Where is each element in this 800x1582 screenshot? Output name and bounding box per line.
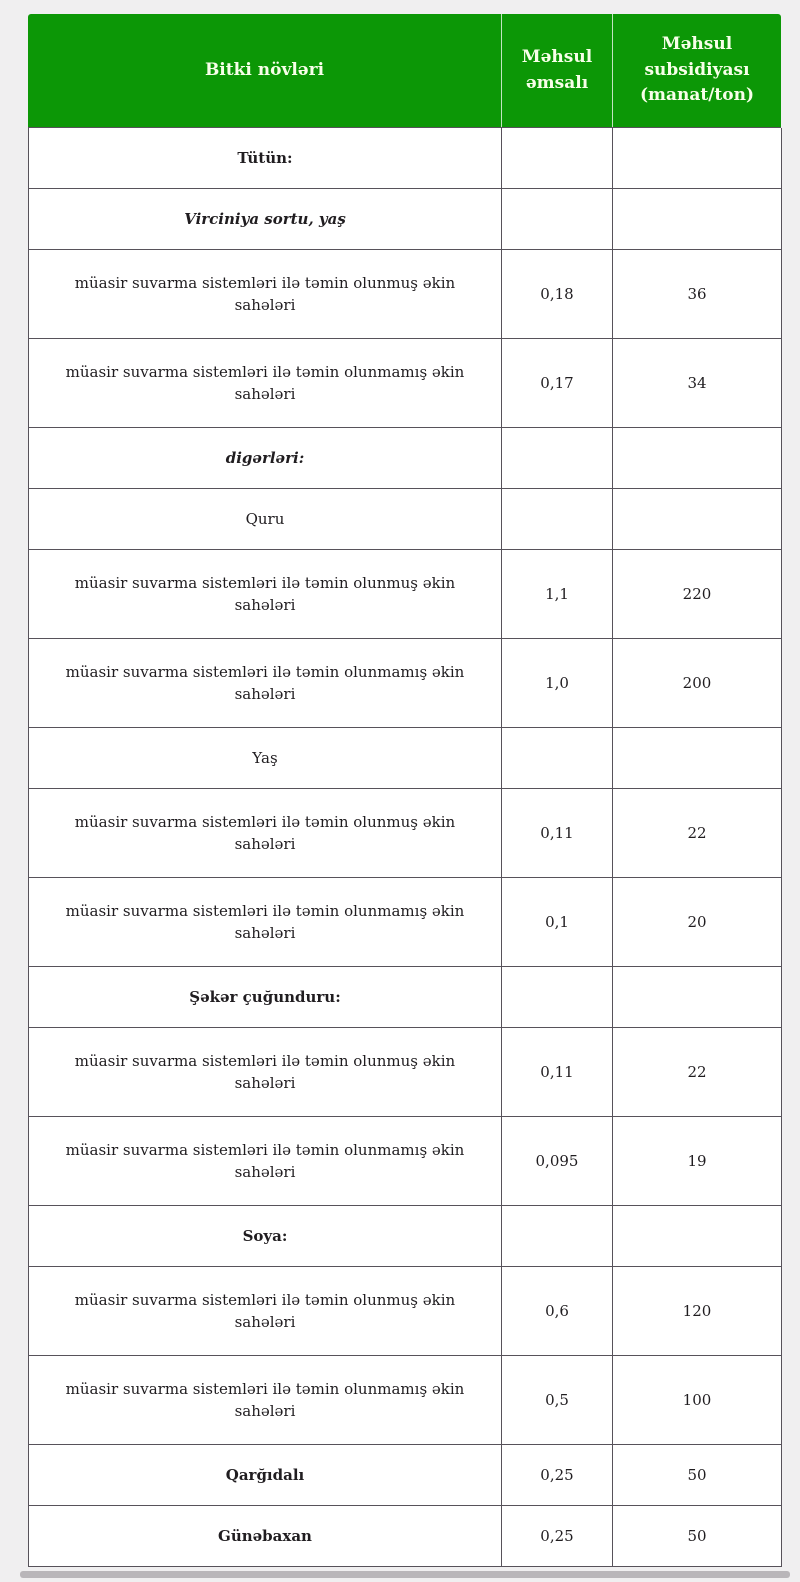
cell-coefficient: 0,17 (502, 339, 613, 428)
cell-coefficient: 0,6 (502, 1267, 613, 1356)
table-row (29, 550, 781, 639)
table-row (29, 128, 781, 189)
cell-subsidy (613, 189, 782, 250)
table-row (29, 1445, 781, 1506)
table-row (29, 728, 781, 789)
cell-coefficient: 0,11 (502, 1028, 613, 1117)
cell-label: digərləri: (29, 428, 502, 489)
bottom-divider (20, 1571, 790, 1578)
table-row (29, 1117, 781, 1206)
cell-coefficient: 0,25 (502, 1506, 613, 1567)
cell-label: müasir suvarma sistemləri ilə təmin olunmamış əkin sahələri (29, 1356, 502, 1445)
cell-coefficient: 1,0 (502, 639, 613, 728)
cell-subsidy: 50 (613, 1445, 782, 1506)
cell-label: müasir suvarma sistemləri ilə təmin olunmuş əkin sahələri (29, 550, 502, 639)
cell-label: müasir suvarma sistemləri ilə təmin olunmamış əkin sahələri (29, 878, 502, 967)
cell-coefficient (502, 189, 613, 250)
cell-subsidy: 100 (613, 1356, 782, 1445)
table-body (28, 127, 781, 1567)
cell-coefficient: 0,095 (502, 1117, 613, 1206)
table-row (29, 878, 781, 967)
cell-label: Günəbaxan (29, 1506, 502, 1567)
table-row (29, 250, 781, 339)
cell-subsidy: 50 (613, 1506, 782, 1567)
cell-label: Virciniya sortu, yaş (29, 189, 502, 250)
cell-subsidy (613, 728, 782, 789)
cell-label: müasir suvarma sistemləri ilə təmin olunmamış əkin sahələri (29, 339, 502, 428)
cell-subsidy: 20 (613, 878, 782, 967)
cell-subsidy: 200 (613, 639, 782, 728)
cell-coefficient: 1,1 (502, 550, 613, 639)
cell-subsidy (613, 489, 782, 550)
header-cell-plant-types: Bitki növləri (204, 59, 325, 80)
cell-coefficient: 0,5 (502, 1356, 613, 1445)
cell-coefficient (502, 1206, 613, 1267)
table-row (29, 1267, 781, 1356)
cell-coefficient (502, 967, 613, 1028)
cell-subsidy: 19 (613, 1117, 782, 1206)
cell-label: Şəkər çuğunduru: (29, 967, 502, 1028)
cell-label: müasir suvarma sistemləri ilə təmin olunmuş əkin sahələri (29, 789, 502, 878)
table-row (29, 967, 781, 1028)
table-row (29, 339, 781, 428)
table-row (29, 1356, 781, 1445)
cell-coefficient (502, 728, 613, 789)
cell-coefficient: 0,25 (502, 1445, 613, 1506)
cell-label: müasir suvarma sistemləri ilə təmin olunmamış əkin sahələri (29, 1117, 502, 1206)
cell-coefficient: 0,11 (502, 789, 613, 878)
table-row (29, 1206, 781, 1267)
cell-coefficient: 0,1 (502, 878, 613, 967)
subsidy-table (28, 14, 781, 1567)
cell-subsidy (613, 967, 782, 1028)
cell-label: müasir suvarma sistemləri ilə təmin olunmuş əkin sahələri (29, 1267, 502, 1356)
cell-label: Tütün: (29, 128, 502, 189)
cell-label: Quru (29, 489, 502, 550)
table-row (29, 428, 781, 489)
cell-subsidy (613, 428, 782, 489)
cell-subsidy: 22 (613, 1028, 782, 1117)
cell-coefficient (502, 128, 613, 189)
cell-subsidy (613, 128, 782, 189)
cell-label: Soya: (29, 1206, 502, 1267)
table-row (29, 639, 781, 728)
cell-subsidy: 34 (613, 339, 782, 428)
cell-subsidy: 36 (613, 250, 782, 339)
table-row (29, 1028, 781, 1117)
cell-label: Qarğıdalı (29, 1445, 502, 1506)
cell-label: müasir suvarma sistemləri ilə təmin olunmuş əkin sahələri (29, 250, 502, 339)
cell-coefficient (502, 428, 613, 489)
table-header-row (28, 14, 781, 127)
header-cell-product-coefficient: Məhsul əmsalı (501, 14, 612, 127)
table-row (29, 1506, 781, 1567)
cell-subsidy: 120 (613, 1267, 782, 1356)
header-cell-product-subsidy: Məhsul subsidiyası (manat/ton) (612, 14, 781, 127)
table-row (29, 489, 781, 550)
cell-subsidy (613, 1206, 782, 1267)
cell-subsidy: 22 (613, 789, 782, 878)
cell-coefficient: 0,18 (502, 250, 613, 339)
cell-label: müasir suvarma sistemləri ilə təmin olunmuş əkin sahələri (29, 1028, 502, 1117)
table-row (29, 189, 781, 250)
table-row (29, 789, 781, 878)
cell-label: Yaş (29, 728, 502, 789)
cell-label: müasir suvarma sistemləri ilə təmin olunmamış əkin sahələri (29, 639, 502, 728)
cell-subsidy: 220 (613, 550, 782, 639)
cell-coefficient (502, 489, 613, 550)
